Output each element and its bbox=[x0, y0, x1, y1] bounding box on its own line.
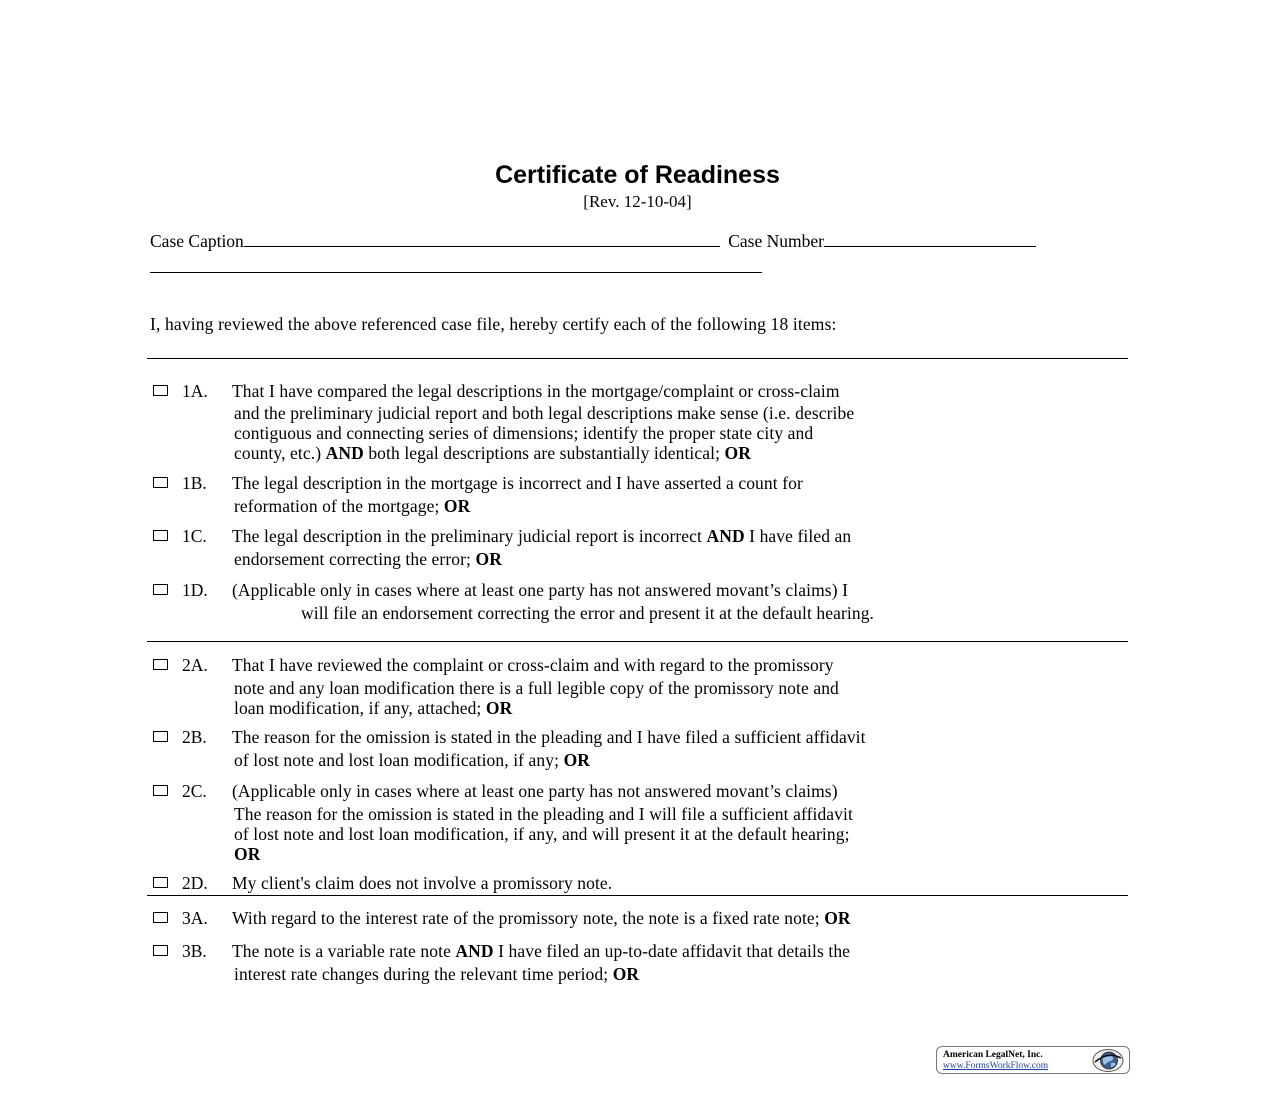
case-caption-label: Case Caption bbox=[150, 231, 244, 251]
item-text: The legal description in the preliminary judicial report is incorrect AND I have filed an bbox=[232, 526, 852, 546]
item-number: 1D. bbox=[182, 580, 208, 600]
item-number: 1B. bbox=[182, 473, 207, 493]
item-text: reformation of the mortgage; OR bbox=[234, 496, 471, 516]
item-text: endorsement correcting the error; OR bbox=[234, 549, 502, 569]
item-number: 1C. bbox=[182, 526, 207, 546]
section-divider bbox=[147, 358, 1128, 359]
item-text: note and any loan modification there is a full legible copy of the promissory note and bbox=[234, 678, 839, 698]
certification-intro: I, having reviewed the above referenced case file, hereby certify each of the following 18 items: bbox=[150, 314, 837, 334]
list-item bbox=[152, 473, 1128, 516]
globe-icon bbox=[1091, 1048, 1125, 1073]
checkbox-2b[interactable] bbox=[153, 731, 168, 742]
checkbox-3a[interactable] bbox=[153, 912, 168, 923]
item-text: The legal description in the mortgage is incorrect and I have asserted a count for bbox=[232, 473, 803, 493]
item-text: With regard to the interest rate of the promissory note, the note is a fixed rate note; OR bbox=[232, 908, 851, 928]
item-text: county, etc.) AND both legal descriptions are substantially identical; OR bbox=[234, 443, 751, 463]
item-text: My client's claim does not involve a promissory note. bbox=[232, 873, 613, 893]
publisher-logo[interactable] bbox=[936, 1046, 1130, 1074]
checkbox-2d[interactable] bbox=[153, 877, 168, 888]
item-text: OR bbox=[234, 844, 261, 864]
publisher-name: American LegalNet, Inc. bbox=[943, 1050, 1043, 1060]
case-number-label: Case Number bbox=[728, 231, 824, 251]
item-text: will file an endorsement correcting the error and present it at the default hearing. bbox=[301, 603, 875, 623]
item-text: That I have reviewed the complaint or cross-claim and with regard to the promissory bbox=[232, 655, 834, 675]
list-item bbox=[152, 526, 1128, 569]
list-item bbox=[152, 781, 1128, 864]
list-item bbox=[152, 381, 1128, 463]
item-text: of lost note and lost loan modification, if any; OR bbox=[234, 750, 591, 770]
item-text: That I have compared the legal descriptions in the mortgage/complaint or cross-claim bbox=[232, 381, 840, 401]
publisher-link[interactable]: www.FormsWorkFlow.com bbox=[943, 1061, 1049, 1071]
item-text: The reason for the omission is stated in the pleading and I have filed a sufficient affidavit bbox=[232, 727, 866, 747]
item-text: The reason for the omission is stated in the pleading and I will file a sufficient affidavit bbox=[234, 804, 853, 824]
checkbox-1c[interactable] bbox=[153, 530, 168, 541]
item-number: 3A. bbox=[182, 908, 208, 928]
item-text: The note is a variable rate note AND I have filed an up-to-date affidavit that details the bbox=[232, 941, 851, 961]
item-text: contiguous and connecting series of dimensions; identify the proper state city and bbox=[234, 423, 814, 443]
list-item bbox=[152, 727, 1128, 770]
item-number: 3B. bbox=[182, 941, 207, 961]
item-text: (Applicable only in cases where at least one party has not answered movant’s claims) I bbox=[232, 580, 849, 600]
checkbox-1a[interactable] bbox=[153, 385, 168, 396]
checkbox-2a[interactable] bbox=[153, 659, 168, 670]
item-text: interest rate changes during the relevant time period; OR bbox=[234, 964, 640, 984]
list-item bbox=[152, 655, 1128, 718]
list-item bbox=[152, 580, 1128, 623]
checkbox-3b[interactable] bbox=[153, 945, 168, 956]
item-number: 2A. bbox=[182, 655, 208, 675]
item-text: loan modification, if any, attached; OR bbox=[234, 698, 513, 718]
item-text: (Applicable only in cases where at least one party has not answered movant’s claims) bbox=[232, 781, 838, 801]
item-number: 2D. bbox=[182, 873, 208, 893]
item-number: 1A. bbox=[182, 381, 208, 401]
list-item bbox=[152, 873, 1128, 893]
list-item bbox=[152, 941, 1128, 984]
caption-row bbox=[150, 230, 1036, 252]
item-text: of lost note and lost loan modification, if any, and will present it at the default hearing; bbox=[234, 824, 850, 844]
list-item bbox=[152, 908, 1128, 928]
checkbox-2c[interactable] bbox=[153, 785, 168, 796]
checkbox-1d[interactable] bbox=[153, 584, 168, 595]
item-number: 2C. bbox=[182, 781, 207, 801]
section-divider bbox=[147, 895, 1128, 896]
case-caption-field[interactable] bbox=[244, 231, 720, 247]
checkbox-1b[interactable] bbox=[153, 477, 168, 488]
section-divider bbox=[147, 641, 1128, 642]
item-number: 2B. bbox=[182, 727, 207, 747]
revision-label: [Rev. 12-10-04] bbox=[583, 192, 692, 211]
case-number-field[interactable] bbox=[824, 231, 1036, 247]
page-title: Certificate of Readiness bbox=[495, 161, 780, 189]
item-text: and the preliminary judicial report and both legal descriptions make sense (i.e. describe bbox=[234, 403, 855, 423]
case-caption-field-continued[interactable] bbox=[150, 258, 762, 273]
